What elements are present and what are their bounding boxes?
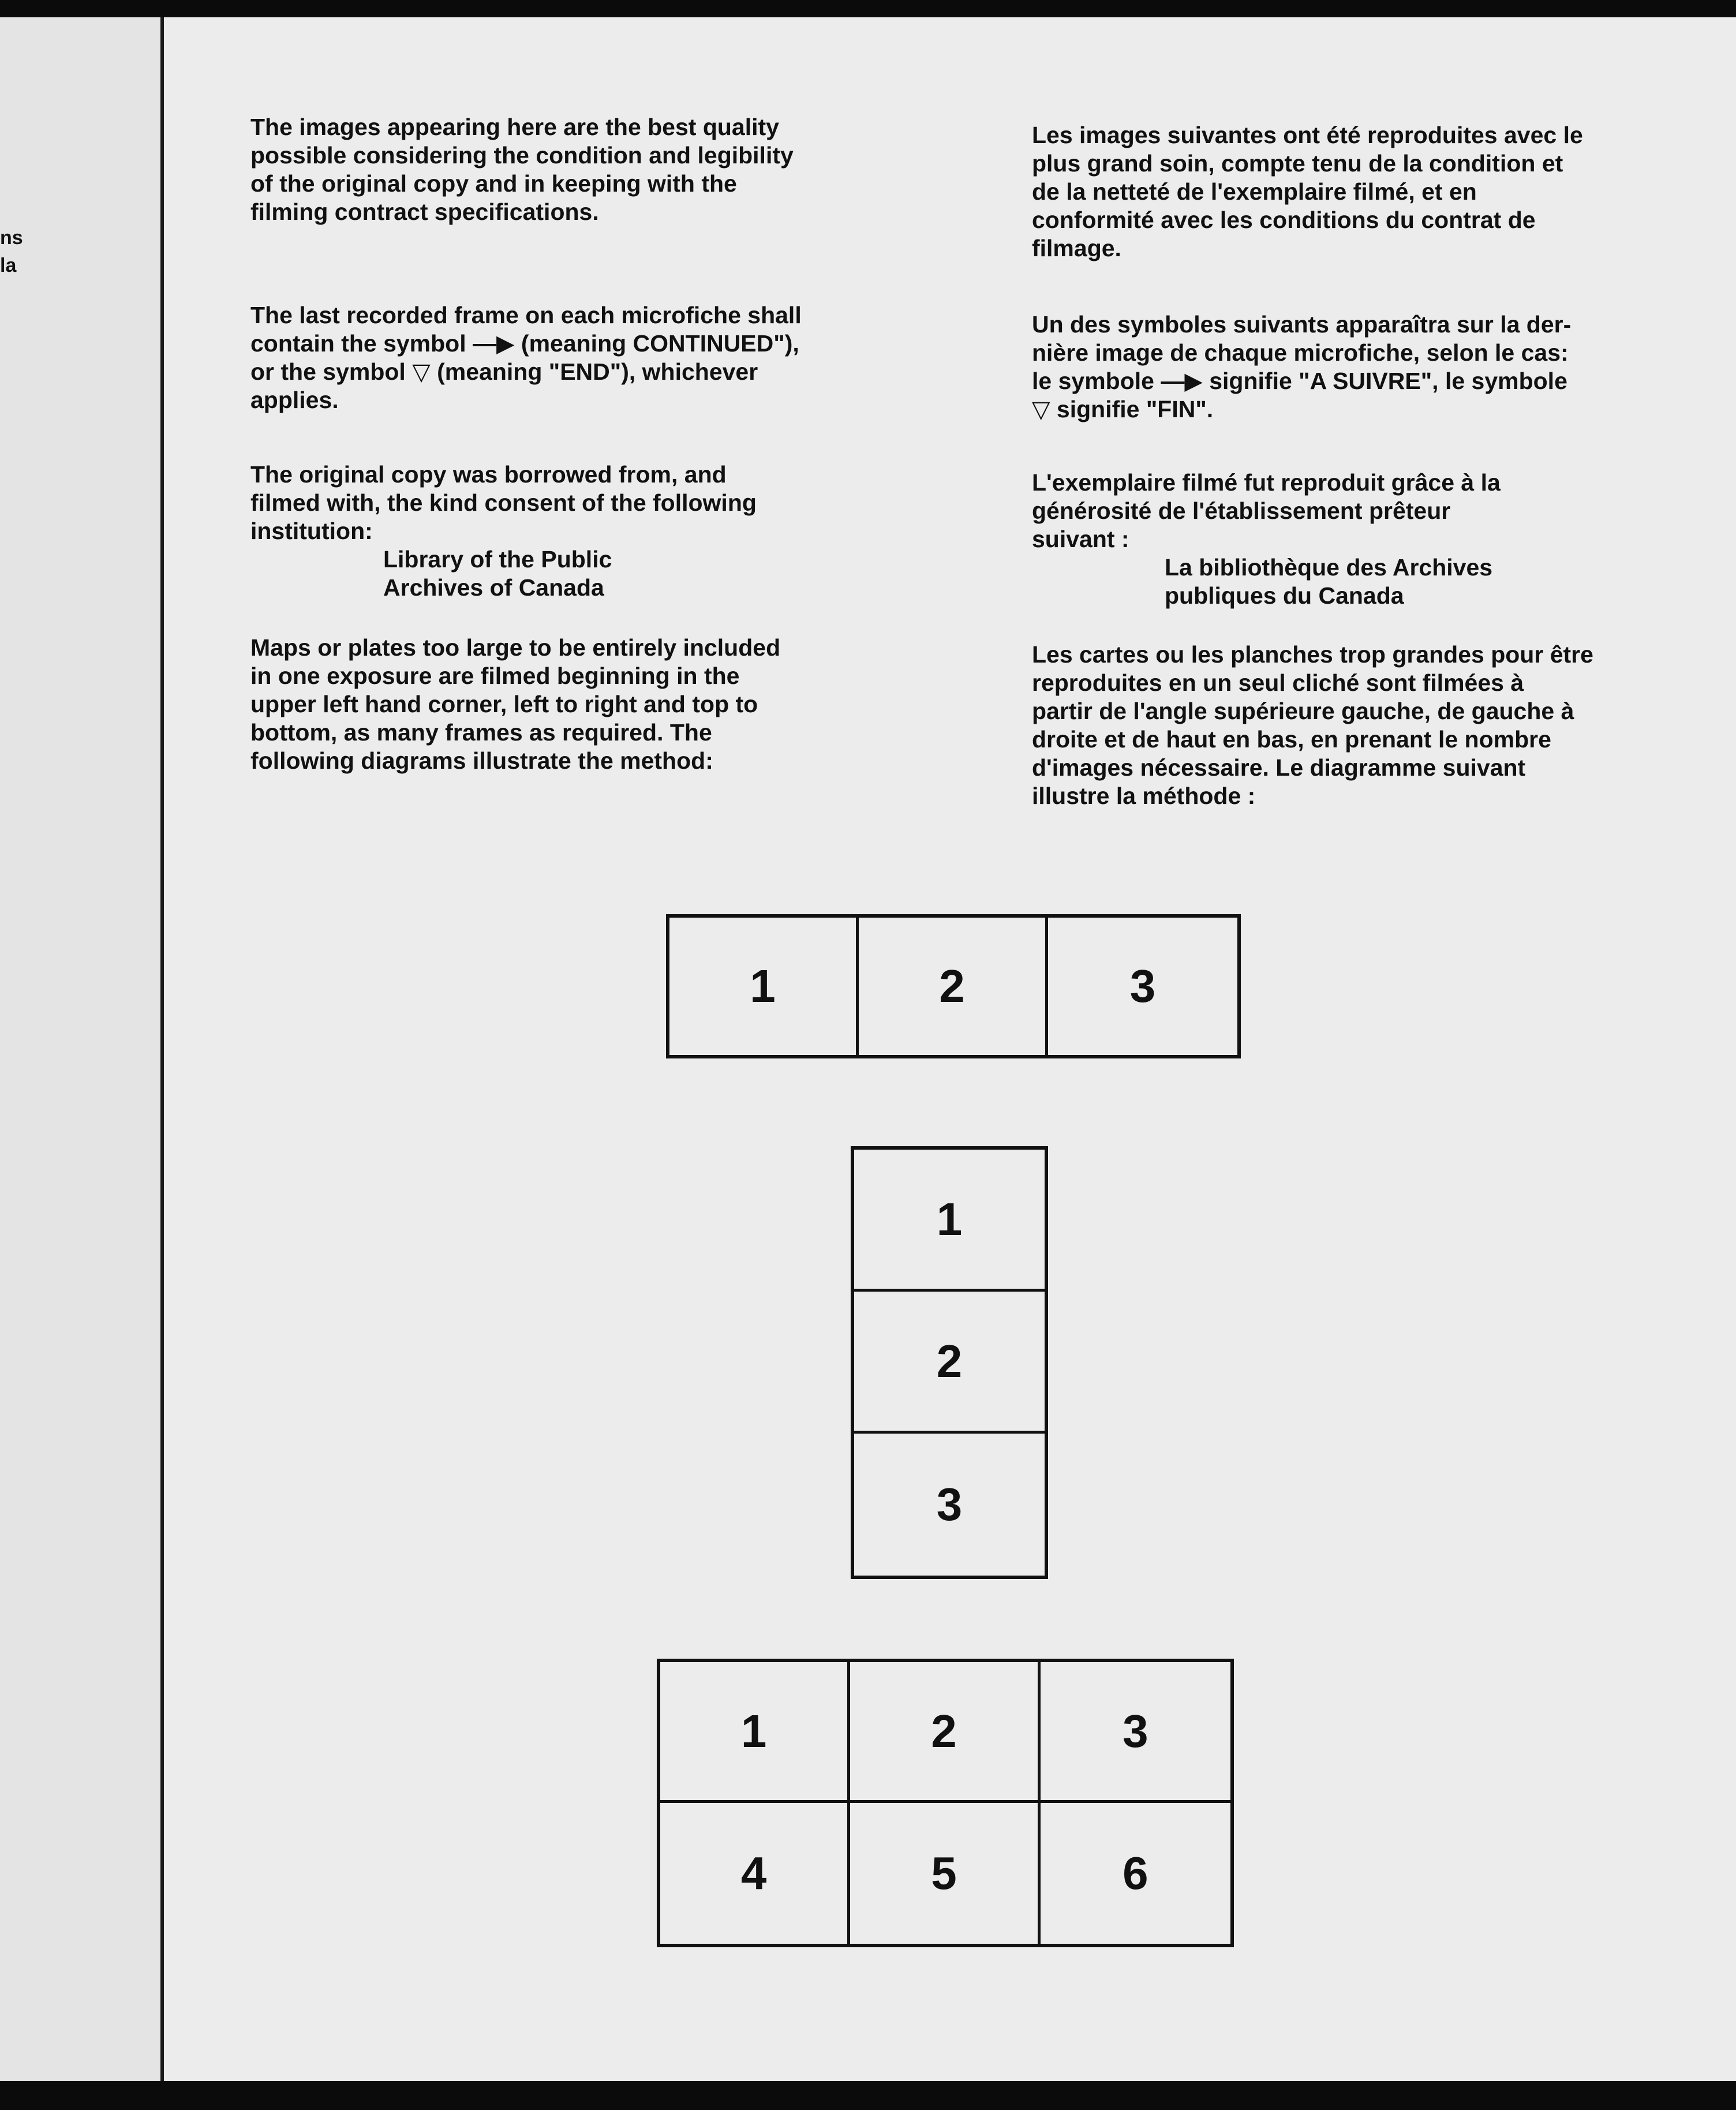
- diagram-frame-5: 5: [850, 1803, 1040, 1944]
- previous-frame-text: [0, 224, 23, 279]
- diagram-frame-4: 4: [660, 1803, 850, 1944]
- french-source-notice: L'exemplaire filmé fut reproduit grâce à la générosité de l'établissement prêteur suivant :: [1032, 469, 1501, 552]
- diagram-frame-2: 2: [850, 1662, 1040, 1803]
- english-paragraph-1: [250, 113, 885, 226]
- diagram-grid-two-by-three: [657, 1659, 1234, 1947]
- french-paragraph-3: [1032, 469, 1678, 610]
- previous-frame-text-line: la: [0, 255, 17, 276]
- english-paragraph-4: [250, 634, 885, 775]
- film-top-edge: [0, 0, 1736, 17]
- english-institution-name: Library of the Public Archives of Canada: [383, 546, 612, 601]
- frame-divider-line: [160, 17, 164, 2081]
- diagram-frame-3: 3: [1129, 960, 1156, 1012]
- english-maps-notice: Maps or plates too large to be entirely included in one exposure are filmed beginning in the upper left hand corner, left to right and top to bottom, as many frames as required. The following diagrams illustrate the method:: [250, 634, 781, 774]
- previous-frame-strip: [0, 17, 162, 2081]
- french-paragraph-4: [1032, 641, 1678, 810]
- diagram-frame-3: 3: [936, 1479, 963, 1530]
- previous-frame-text-line: ns: [0, 227, 23, 249]
- french-paragraph-1: [1032, 121, 1678, 263]
- english-source-notice: The original copy was borrowed from, and filmed with, the kind consent of the following institution:: [250, 461, 757, 544]
- diagram-row-of-three: [666, 914, 1241, 1058]
- diagram-frame-1: 1: [660, 1662, 850, 1803]
- diagram-frame-6: 6: [1123, 1847, 1148, 1899]
- english-quality-notice: The images appearing here are the best quality possible considering the condition and legibility of the original copy and in keeping with the filming contract specifications.: [250, 114, 794, 225]
- diagram-column-of-three: [851, 1146, 1048, 1579]
- diagram-frame-2: 2: [854, 1292, 1045, 1434]
- french-institution-name: La bibliothèque des Archives publiques du Canada: [1165, 554, 1493, 609]
- film-bottom-edge: [0, 2081, 1736, 2110]
- diagram-frame-1: 1: [854, 1150, 1045, 1292]
- english-paragraph-2: [250, 301, 885, 414]
- french-quality-notice: Les images suivantes ont été reproduites avec le plus grand soin, compte tenu de la condition et de la netteté de l'exemplaire filmé, et en conformité avec les conditions du contrat de filmage.: [1032, 122, 1583, 261]
- french-paragraph-2: [1032, 310, 1678, 424]
- diagram-frame-1: 1: [669, 918, 859, 1055]
- diagram-frame-3: 3: [1041, 1662, 1230, 1803]
- diagram-frame-2: 2: [859, 918, 1048, 1055]
- english-paragraph-3: [250, 461, 885, 602]
- french-symbol-notice: Un des symboles suivants apparaîtra sur la der- nière image de chaque microfiche, selon le cas: le symbole —▶ signifie "A SUIVRE", le symbole ▽ signifie "FIN".: [1032, 311, 1572, 422]
- english-symbol-notice: The last recorded frame on each microfiche shall contain the symbol —▶ (meaning CONTINUED"), or the symbol ▽ (meaning "END"), whichever applies.: [250, 302, 802, 413]
- french-maps-notice: Les cartes ou les planches trop grandes pour être reproduites en un seul cliché sont filmées à partir de l'angle supérieure gauche, de gauche à droite et de haut en bas, en prenant le nombre d'images nécessaire. Le diagramme suivant illustre la méthode :: [1032, 641, 1593, 809]
